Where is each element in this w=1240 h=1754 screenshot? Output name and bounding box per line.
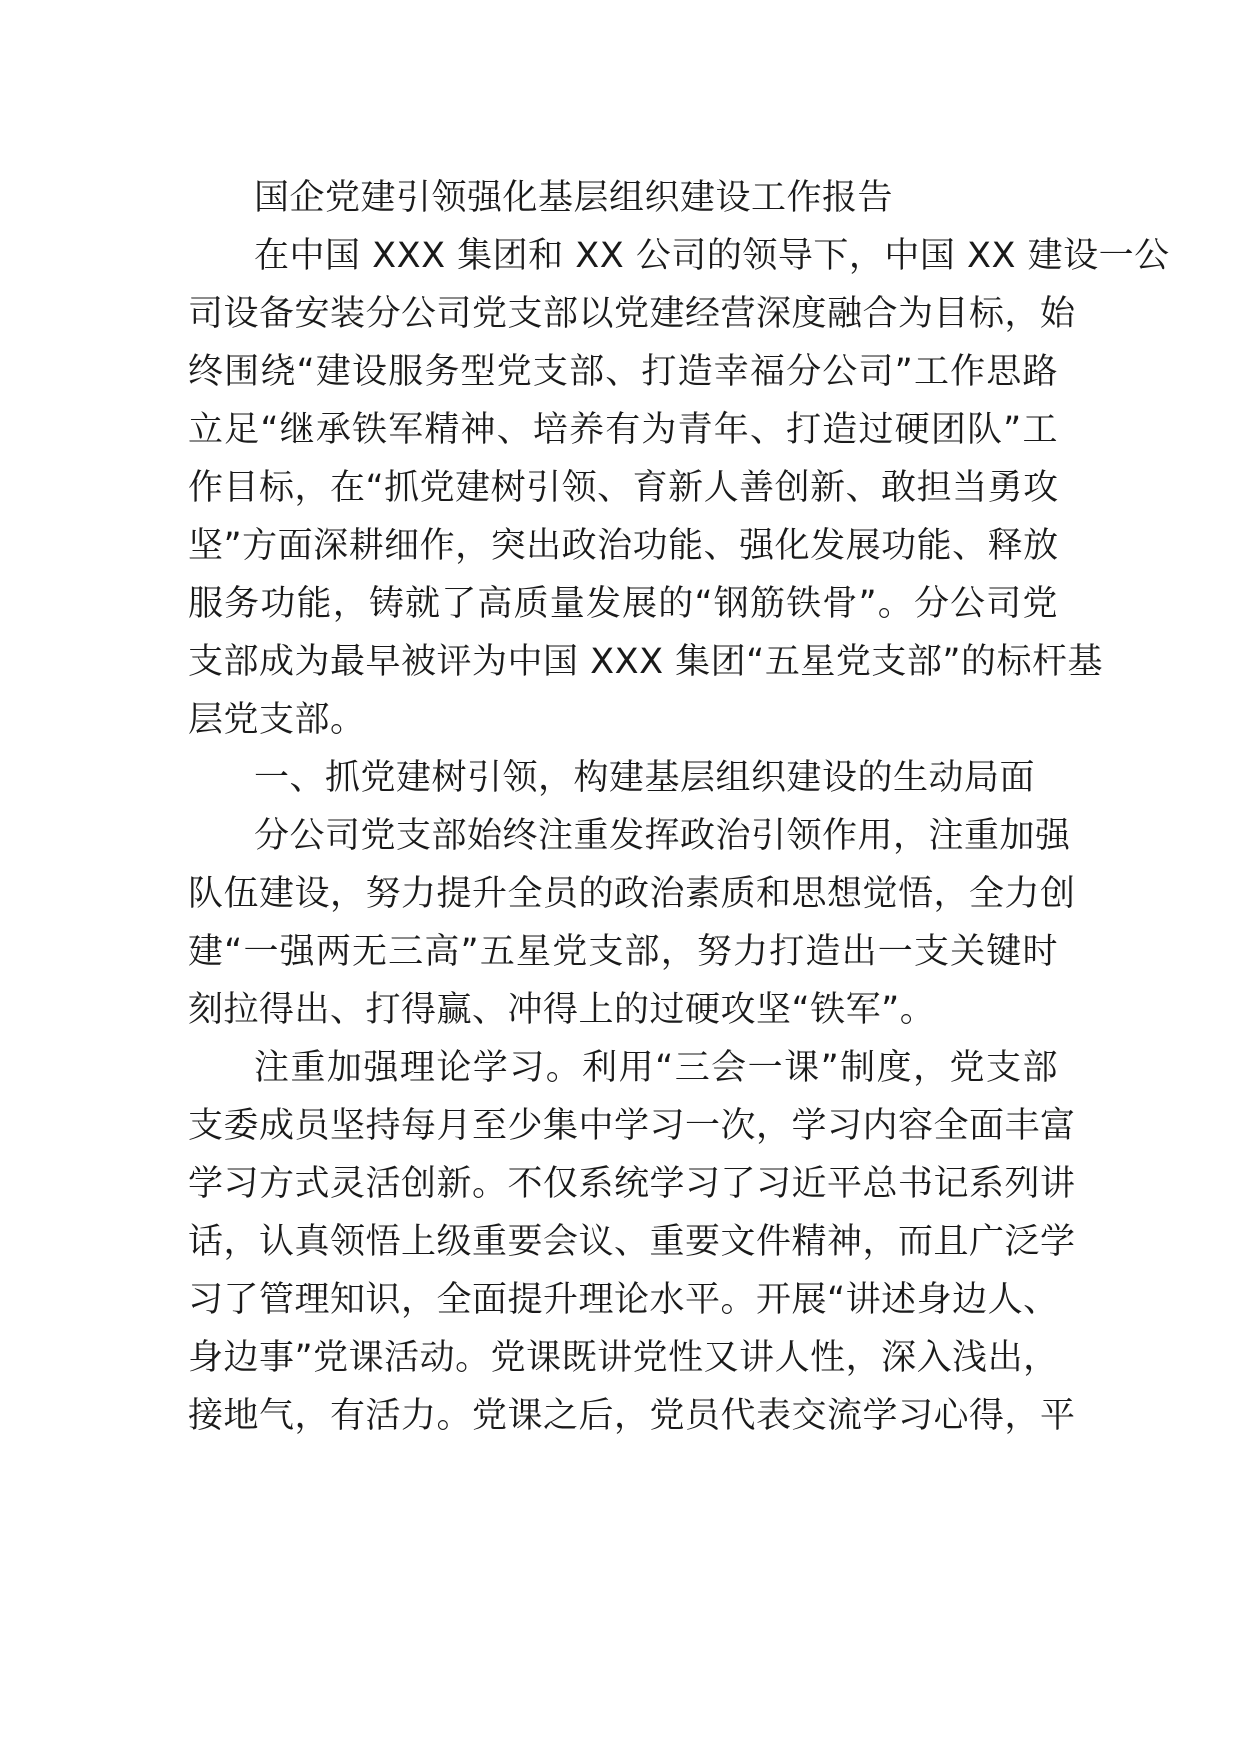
paragraph-line: 服务功能，铸就了高质量发展的“钢筋铁骨”。分公司党 [188,584,1058,624]
paragraph-line: 在中国 XXX 集团和 XX 公司的领导下，中国 XX 建设一公 [254,236,1170,276]
paragraph-line: 注重加强理论学习。利用“三会一课”制度，党支部 [254,1048,1058,1088]
paragraph-line: 接地气，有活力。党课之后，党员代表交流学习心得，平 [188,1396,1076,1436]
paragraph-line: 习了管理知识，全面提升理论水平。开展“讲述身边人、 [188,1280,1059,1320]
paragraph-line: 作目标，在“抓党建树引领、育新人善创新、敢担当勇攻 [188,468,1059,508]
paragraph-line: 终围绕“建设服务型党支部、打造幸福分公司”工作思路 [188,352,1058,392]
paragraph-line: 身边事”党课活动。党课既讲党性又讲人性，深入浅出， [188,1338,1059,1378]
paragraph-line: 刻拉得出、打得赢、冲得上的过硬攻坚“铁军”。 [188,990,936,1030]
paragraph-line: 司设备安装分公司党支部以党建经营深度融合为目标，始 [188,294,1076,334]
paragraph-line: 话，认真领悟上级重要会议、重要文件精神，而且广泛学 [188,1222,1076,1262]
section-heading: 一、抓党建树引领，构建基层组织建设的生动局面 [254,758,1036,798]
paragraph-line: 队伍建设，努力提升全员的政治素质和思想觉悟，全力创 [188,874,1076,914]
paragraph-line: 分公司党支部始终注重发挥政治引领作用，注重加强 [254,816,1071,856]
paragraph-line: 坚”方面深耕细作，突出政治功能、强化发展功能、释放 [188,526,1059,566]
paragraph-line: 支部成为最早被评为中国 XXX 集团“五星党支部”的标杆基 [188,642,1103,682]
paragraph-line: 立足“继承铁军精神、培养有为青年、打造过硬团队”工 [188,410,1058,450]
paragraph-line: 建“一强两无三高”五星党支部，努力打造出一支关键时 [188,932,1058,972]
paragraph-line: 支委成员坚持每月至少集中学习一次，学习内容全面丰富 [188,1106,1076,1146]
paragraph-line: 层党支部。 [188,700,366,740]
paragraph-line: 学习方式灵活创新。不仅系统学习了习近平总书记系列讲 [188,1164,1076,1204]
document-title: 国企党建引领强化基层组织建设工作报告 [254,178,894,218]
